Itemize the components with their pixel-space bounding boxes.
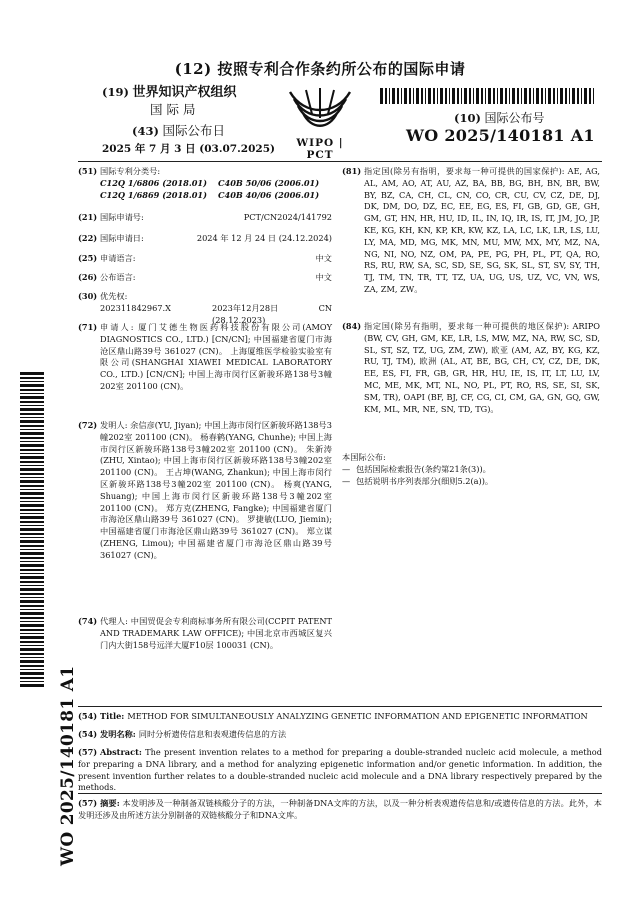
title-en-text: METHOD FOR SIMULTANEOUSLY ANALYZING GENETIC INFORMATION AND EPIGENETIC INFORMATION bbox=[127, 711, 588, 721]
org-code: (19) bbox=[102, 85, 129, 99]
field-num: (72) bbox=[78, 420, 98, 430]
abstract-zh bbox=[78, 798, 602, 822]
wipo-logo bbox=[282, 86, 358, 161]
field-num: (84) bbox=[342, 321, 362, 331]
field-26-lang-pub bbox=[78, 272, 332, 284]
document-title: (12) 按照专利合作条约所公布的国际申请 bbox=[174, 60, 466, 78]
inventors-text: 发明人: 余信彦(YU, Jiyan); 中国上海市闵行区新骏环路138号3幢202室 201100 (CN)。 杨春鹤(YANG, Chunhe); 中国上海市闵行区新骏环路138号3幢202室 201100 (CN)。 朱新涛(ZHU, Xintao); 中国上海市闵行区新骏环路138号3幢202室 201100 (CN)。 王占坤(WANG, Zhankun); 中国上海市闵行区新骏环路138号3幢202室 201100 (CN)。 杨爽(YANG, Shuang); 中国上海市闵行区新骏环路138号3幢202室 201100 (CN)。 郑方克(ZHENG, Fangke); 中国福建省厦门市海沧区鼎山路39号 361027 (CN)。 罗捷敏(LUO, Jiemin); 中国福建省厦门市海沧区鼎山路39号 361027 (CN)。 郑立谋(ZHENG, Limou); 中国福建省厦门市海沧区鼎山路39号 361027 (CN)。 bbox=[100, 420, 332, 560]
field-num: (51) bbox=[78, 166, 98, 176]
ipc-class: C40B 50/06 (2006.01) bbox=[218, 177, 320, 188]
field-value: PCT/CN2024/141792 bbox=[243, 212, 332, 222]
pubno-code: (10) bbox=[454, 111, 481, 125]
field-num: (54) bbox=[78, 729, 98, 739]
org-sub: 国 际 局 bbox=[150, 102, 196, 117]
agent-text: 代理人: 中国贸促会专利商标事务所有限公司(CCPIT PATENT AND TRADEMARK LAW OFFICE); 中国北京市西城区复兴门内大街158号远洋大厦F10层 100031 (CN)。 bbox=[100, 616, 332, 650]
field-label: 发明名称: bbox=[100, 729, 136, 739]
published-item-text: 包括说明书序列表部分(细则5.2(a))。 bbox=[356, 475, 494, 486]
title-en bbox=[78, 711, 602, 723]
pubdate-block bbox=[132, 122, 225, 140]
published-block bbox=[342, 452, 600, 487]
ipc-class: C12Q 1/6806 (2018.01) bbox=[100, 177, 207, 188]
field-num: (57) bbox=[78, 798, 98, 808]
field-num: (21) bbox=[78, 212, 98, 222]
field-84-regional bbox=[342, 321, 600, 415]
field-value: 中文 bbox=[315, 253, 332, 263]
published-item: — 包括说明书序列表部分(细则5.2(a))。 bbox=[342, 475, 494, 486]
field-72-inventors bbox=[78, 420, 332, 562]
field-21-appno bbox=[78, 212, 332, 224]
priority-date: 2023年12月28日 (28.12.2023) bbox=[212, 302, 279, 325]
pubno-block bbox=[454, 110, 545, 127]
pubno-label: 国际公布号 bbox=[484, 111, 545, 125]
field-num: (74) bbox=[78, 616, 98, 626]
pubdate-label: 国际公布日 bbox=[162, 123, 226, 138]
field-num: (26) bbox=[78, 272, 98, 282]
priority-country: CN bbox=[318, 302, 332, 313]
abstract-zh-text: 本发明涉及一种制备双链核酸分子的方法，一种制备DNA文库的方法，以及一种分析表观遗传信息和/或遗传信息的方法。此外，本发明还涉及由所述方法分别制备的双链核酸分子和DNA文库。 bbox=[78, 798, 602, 820]
wipo-logo-icon bbox=[282, 86, 358, 132]
national-designations: 指定国(除另有指明，要求每一种可提供的国家保护): AE, AG, AL, AM, AO, AT, AU, AZ, BA, BB, BG, BH, BN, BR, BW, BY, BZ, CA, CH, CL, CN, CO, CR, CU, CV, CZ, DE, DJ, DK, DM, DO, DZ, EC, EE, EG, ES, FI, GB, GD, GE, GH, GM, GT, HN, HR, HU, ID, IL, IN, IQ, IR, IS, IT, JM, JO, JP, KE, KG, KH, KN, KP, KR, KW, KZ, LA, LC, LK, LR, LS, LU, LY, MA, MD, MG, MK, MN, MU, MW, MX, MY, MZ, NA, NG, NI, NO, NZ, OM, PA, PE, PG, PH, PL, PT, QA, RO, RS, RU, RW, SA, SC, SD, SE, SG, SK, SL, ST, SV, SY, TH, TJ, TM, TN, TR, TT, TZ, UA, UG, US, UZ, VC, VN, WS, ZA, ZM, ZW。 bbox=[364, 166, 600, 294]
applicant-text: 申请人: 厦门艾德生物医药科技股份有限公司(AMOY DIAGNOSTICS CO., LTD.) [CN/CN]; 中国福建省厦门市海沧区鼎山路39号 361027 (CN)。 上海厦维医学检验实验室有限公司(SHANGHAI XIAWEI MEDICAL LABORATORY CO., LTD.) [CN/CN]; 中国上海市闵行区新骏环路138号3幢202室 201100 (CN)。 bbox=[100, 322, 332, 391]
field-74-agent bbox=[78, 616, 332, 651]
published-item: — 包括国际检索报告(条约第21条(3))。 bbox=[342, 463, 491, 474]
field-num: (30) bbox=[78, 291, 98, 301]
abstract-en bbox=[78, 747, 602, 794]
barcode-top bbox=[380, 88, 598, 108]
field-label: 公布语言: bbox=[100, 272, 136, 282]
published-label: 本国际公布: bbox=[342, 452, 386, 462]
pubdate-code: (43) bbox=[132, 124, 159, 138]
abstract-en-text: The present invention relates to a method for preparing a double-stranded nucleic acid molecule, a method for preparing a DNA library, and a method for analyzing epigenetic information and/or genetic information. In addition, the present invention further relates to a double-stranded nucleic acid molecule and a DNA library respectively prepared by the methods. bbox=[78, 747, 602, 793]
title-zh bbox=[78, 729, 602, 741]
pubno-value: WO 2025/140181 A1 bbox=[406, 126, 595, 145]
field-25-lang-filed bbox=[78, 253, 332, 265]
field-71-applicant bbox=[78, 322, 332, 393]
priority-number: 202311842967.X bbox=[100, 302, 171, 313]
field-num: (81) bbox=[342, 166, 362, 176]
published-item-text: 包括国际检索报告(条约第21条(3))。 bbox=[356, 463, 491, 474]
wipo-logo-text: WIPO | PCT bbox=[296, 137, 344, 161]
barcode-icon bbox=[380, 88, 598, 104]
field-label: 摘要: bbox=[100, 798, 120, 808]
field-num: (71) bbox=[78, 322, 98, 332]
regional-designations: 指定国(除另有指明，要求每一种可提供的地区保护): ARIPO (BW, CV, GH, GM, KE, LR, LS, MW, MZ, NA, RW, SC, SD, SL, ST, SZ, TZ, UG, ZM, ZW), 欧亚 (AM, AZ, BY, KG, KZ, RU, TJ, TM), 欧洲 (AL, AT, BE, BG, CH, CY, CZ, DE, DK, EE, ES, FI, FR, GB, GR, HR, HU, IE, IS, IT, LT, LU, LV, MC, ME, MK, MT, NL, NO, PL, PT, RO, RS, SE, SI, SK, SM, TR), OAPI (BF, BJ, CF, CG, CI, CM, GA, GN, GQ, GW, KM, ML, MR, NE, SN, TD, TG)。 bbox=[364, 321, 600, 414]
field-label: 优先权: bbox=[100, 291, 128, 301]
field-value: 2024 年 12 月 24 日 (24.12.2024) bbox=[196, 233, 332, 243]
pubdate-value: 2025 年 7 月 3 日 (03.07.2025) bbox=[102, 143, 275, 155]
bottom-divider bbox=[78, 706, 602, 707]
barcode-side bbox=[20, 372, 44, 694]
header-divider bbox=[78, 161, 602, 162]
field-label: 申请语言: bbox=[100, 253, 136, 263]
field-label: 国际申请号: bbox=[100, 212, 144, 222]
ipc-class: C40B 40/06 (2006.01) bbox=[218, 189, 320, 200]
field-num: (54) bbox=[78, 711, 98, 721]
field-22-filedate bbox=[78, 233, 332, 245]
org-name: 世界知识产权组织 bbox=[132, 85, 237, 100]
field-num: (25) bbox=[78, 253, 98, 263]
barcode-side-icon bbox=[20, 372, 44, 690]
field-value: 中文 bbox=[315, 272, 332, 282]
field-num: (57) bbox=[78, 747, 98, 757]
field-label: 国际专利分类号: bbox=[100, 166, 161, 176]
field-label: Abstract: bbox=[100, 747, 142, 757]
side-pub-number: WO 2025/140181 A1 bbox=[58, 665, 78, 866]
ipc-class: C12Q 1/6869 (2018.01) bbox=[100, 189, 207, 200]
field-label: Title: bbox=[100, 711, 125, 721]
abstract-divider bbox=[78, 793, 602, 794]
field-51-ipc bbox=[78, 166, 332, 201]
title-zh-text: 同时分析遗传信息和表观遗传信息的方法 bbox=[138, 729, 287, 739]
field-label: 国际申请日: bbox=[100, 233, 144, 243]
field-num: (22) bbox=[78, 233, 98, 243]
org-block bbox=[102, 84, 237, 118]
field-81-national bbox=[342, 166, 600, 296]
